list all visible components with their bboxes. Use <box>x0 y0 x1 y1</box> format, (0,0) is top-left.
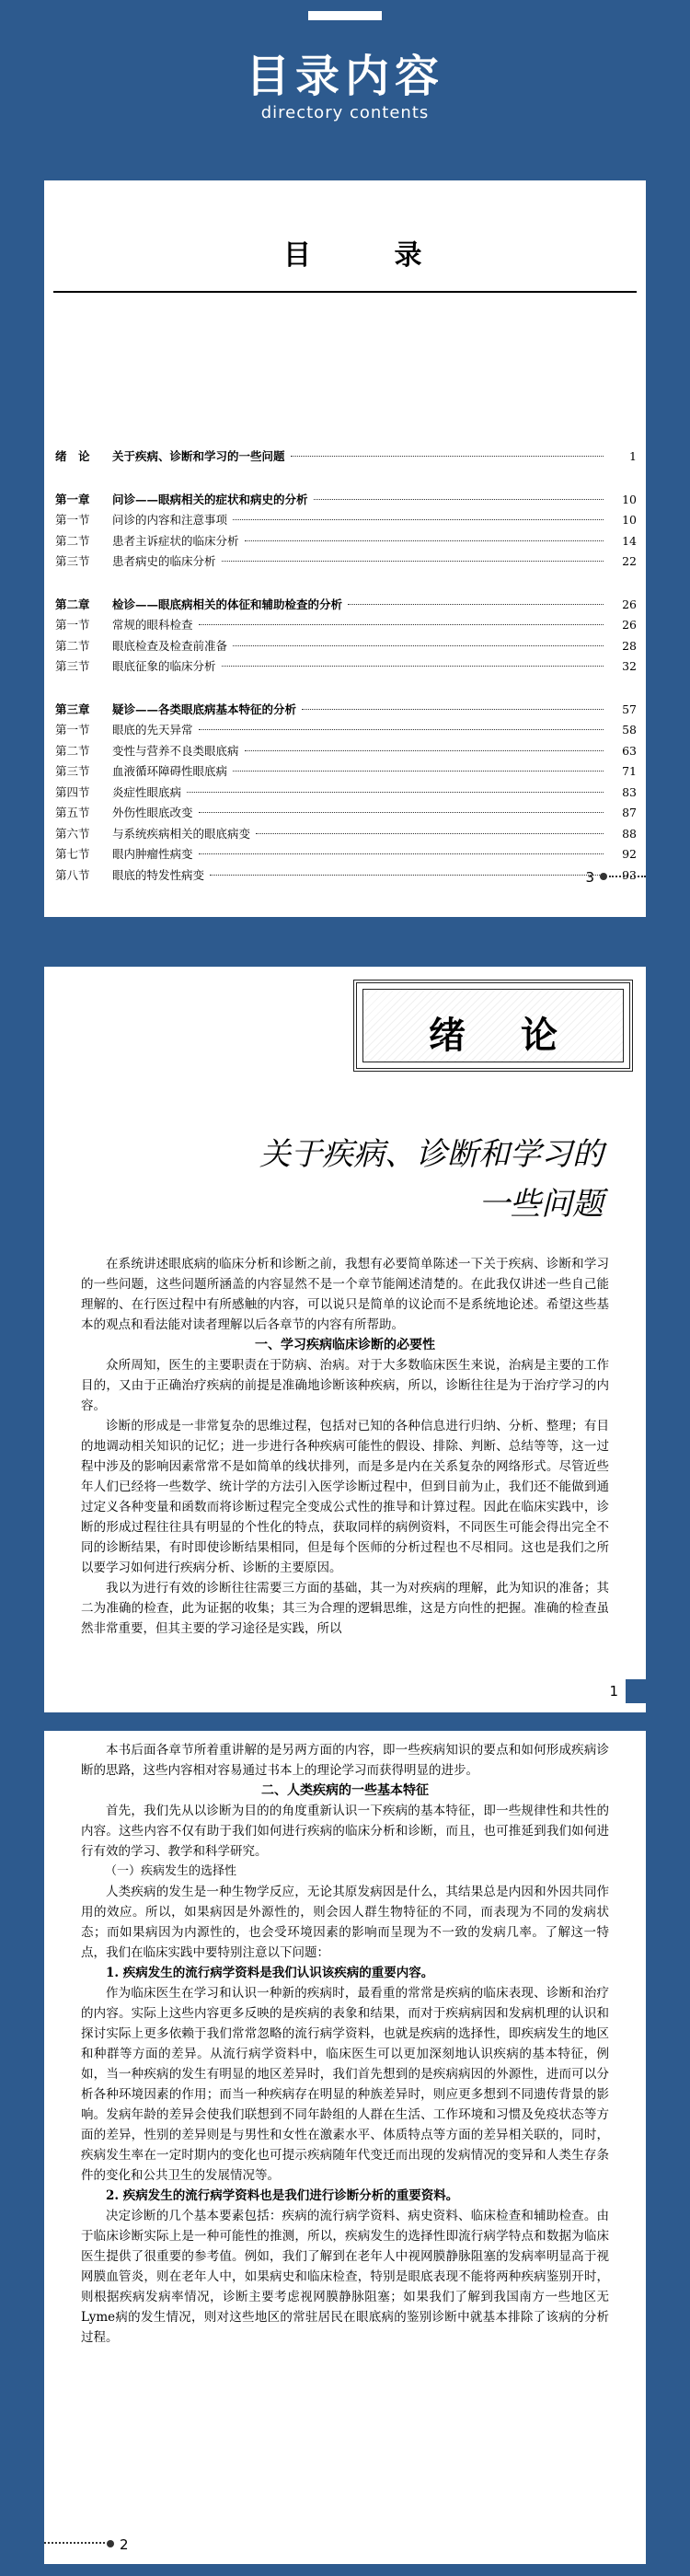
toc-leader-dots <box>199 729 604 730</box>
toc-entry[interactable] <box>55 657 637 679</box>
toc-entry-number: 第三节 <box>55 764 90 778</box>
body-paragraph: 诊断的形成是一非常复杂的思维过程，包括对已知的各种信息进行归纳、分析、整理；有目的地调动相关知识的记忆；进一步进行各种疾病可能性的假设、排除、判断、总结等等，这一过程中涉及的影响因素常常不是如简单的线状排列，而是多是内在关系复杂的网络形式。尽管近些年人们已经将一些数学、统计学的方法引入医学诊断过程中，但到目前为止，我们还不能做到通过定义各种变量和函数而将诊断过程完全变成公式性的推导和计算过程。因此在临床实践中，诊断的形成过程往往具有明显的个性化的特点，获取同样的病例资料，不同医生可能会得出完全不同的诊断结果，有时即使诊断结果相同，但是每个医师的分析过程也不尽相同。这也是我们之所以要学习如何进行疾病分析、诊断的主要原因。 <box>81 1419 609 1575</box>
toc-entry[interactable] <box>55 552 637 574</box>
toc-entry[interactable] <box>55 825 637 846</box>
toc-entry-page: 22 <box>622 554 637 568</box>
toc-leader-dots <box>233 645 604 646</box>
toc-entry-title: 关于疾病、诊断和学习的一些问题 <box>112 449 285 463</box>
toc-entry-page: 71 <box>622 764 637 778</box>
toc-list <box>55 447 637 887</box>
toc-leader-dots <box>199 853 604 854</box>
toc-entry[interactable] <box>55 596 637 617</box>
toc-entry-number: 第八节 <box>55 867 90 882</box>
toc-entry-title: 问诊——眼病相关的症状和病史的分析 <box>112 492 308 506</box>
page-number-tab <box>626 1679 646 1703</box>
toc-leader-dots <box>314 499 604 500</box>
toc-entry[interactable] <box>55 742 637 763</box>
page-number-rule <box>44 2542 105 2544</box>
toc-entry-number: 第三节 <box>55 554 90 568</box>
body-paragraph: 本书后面各章节所着重讲解的是另两方面的内容，即一些疾病知识的要点和如何形成疾病诊断的思路，这些内容相对容易通过书本上的理论学习而获得明显的进步。 <box>81 1743 609 1778</box>
toc-leader-dots <box>187 792 604 793</box>
toc-entry-number: 第三章 <box>55 702 90 716</box>
toc-gap <box>55 574 637 596</box>
toc-entry-page: 92 <box>622 847 637 861</box>
toc-entry-title: 疑诊——各类眼底病基本特征的分析 <box>112 702 297 716</box>
toc-entry-title: 炎症性眼底病 <box>112 784 182 799</box>
toc-entry-title: 眼内肿瘤性病变 <box>112 847 193 861</box>
toc-entry-title: 常规的眼科检查 <box>112 618 193 632</box>
toc-leader-dots <box>199 812 604 813</box>
toc-rule <box>53 291 637 293</box>
body-paragraph: 作为临床医生在学习和认识一种新的疾病时，最看重的常常是疾病的临床表现、诊断和治疗的内容。实际上这些内容更多反映的是疾病的表象和结果，而对于疾病病因和发病机理的认识和探讨实际上更多依赖于我们常常忽略的流行病学资料，也就是疾病的选择性，即疾病发生的地区和种群等方面的差异。从流行病学资料中，临床医生可以更加深刻地认识疾病的基本特征，例如，当一种疾病的发生有明显的地区差异时，我们首先想到的是疾病病因的外源性，进而可以分析各种环境因素的作用；而当一种疾病存在明显的种族差异时，则应更多想到不同遗传背景的影响。发病年龄的差异会使我们联想到不同年龄组的人群在生活、工作环境和习惯及免疫状态等方面的差异，性别的差异则是与男性和女性在激素水平、体质特点等方面的差异相关联的，同时，疾病发生率在一定时期内的变化也可提示疾病随年代变迁而出现的发病情况的变异和人类生存条件的变化和公共卫生的发展情况等。 <box>81 1986 609 2183</box>
toc-entry-number: 第四节 <box>55 784 90 799</box>
intro-page <box>44 967 646 1712</box>
toc-entry-title: 眼底检查及检查前准备 <box>112 638 228 653</box>
body-paragraph: 我以为进行有效的诊断往往需要三方面的基础，其一为对疾病的理解，此为知识的准备；其二为准确的检查，此为证据的收集；其三为合理的逻辑思维，这是方向性的把握。准确的检查虽然非常重要，但其主要的学习途径是实践，所以 <box>81 1581 609 1636</box>
toc-title: 目 录 <box>283 239 459 272</box>
toc-leader-dots <box>245 750 604 751</box>
toc-leader-dots <box>348 604 604 605</box>
page-number-dot <box>600 873 607 880</box>
body-paragraph: 人类疾病的发生是一种生物学反应，无论其原发病因是什么，其结果总是内因和外因共同作用的效应。所以，如果病因是外源性的，则会因人群生物特征的不同，而表现为不同的发病状态；而如果病因为内源性的，也会受环境因素的影响而呈现为不一致的发病几率。了解这一特点，我们在临床实践中要特别注意以下问题： <box>81 1885 609 1960</box>
toc-entry-number: 第三节 <box>55 659 90 673</box>
toc-entry-page: 93 <box>622 867 637 882</box>
toc-entry-number: 第二节 <box>55 743 90 758</box>
banner-subtitle: directory contents <box>260 103 430 122</box>
toc-entry[interactable] <box>55 701 637 722</box>
toc-entry-page: 14 <box>622 533 637 548</box>
chapter-heading-line1: 关于疾病、诊断和学习的 <box>259 1136 604 1173</box>
toc-entry-title: 问诊的内容和注意事项 <box>112 513 228 527</box>
body-paragraph: 决定诊断的几个基本要素包括：疾病的流行病学资料、病史资料、临床检查和辅助检查。由于临床诊断实际上是一种可能性的推测，所以，疾病发生的选择性即流行病学特点和数据为临床医生提供了很重要的参考值。例如，我们了解到在老年人中视网膜静脉阻塞的发病率明显高于视网膜血管炎，则在老年人中，如果病史和临床检查，特别是眼底表现不能将两种疾病鉴别开时，则根据疾病发病率情况，诊断主要考虑视网膜静脉阻塞；如果我们了解到我国南方一些地区无Lyme病的发生情况，则对这些地区的常驻居民在眼底病的鉴别诊断中就基本排除了该病的分析过程。 <box>81 2209 609 2345</box>
toc-leader-dots <box>256 833 604 834</box>
toc-entry-title: 眼底的特发性病变 <box>112 867 205 882</box>
page-number: 3 <box>585 869 594 886</box>
page-number-rule <box>609 876 646 877</box>
toc-entry-title: 与系统疾病相关的眼底病变 <box>112 826 251 841</box>
toc-entry-page: 63 <box>622 743 637 758</box>
toc-entry-number: 第二节 <box>55 638 90 653</box>
toc-entry-page: 57 <box>622 702 637 716</box>
toc-entry-title: 外伤性眼底改变 <box>112 806 193 819</box>
toc-leader-dots <box>302 709 604 710</box>
toc-page <box>44 180 646 917</box>
page-number: 2 <box>120 2536 129 2553</box>
toc-entry-number: 第一章 <box>55 492 90 506</box>
toc-entry-page: 1 <box>629 449 637 463</box>
toc-entry-number: 第一节 <box>55 513 90 527</box>
toc-leader-dots <box>245 540 604 541</box>
toc-entry-page: 83 <box>622 784 637 799</box>
toc-entry-title: 变性与营养不良类眼底病 <box>112 743 239 758</box>
point-heading: 2. 疾病发生的流行病学资料也是我们进行诊断分析的重要资料。 <box>106 2188 459 2203</box>
toc-entry-title: 检诊——眼底病相关的体征和辅助检查的分析 <box>112 597 343 611</box>
toc-leader-dots <box>199 624 604 625</box>
body-paragraph: 众所周知，医生的主要职责在于防病、治病。对于大多数临床医生来说，治病是主要的工作目的，又由于正确治疗疾病的前提是准确地诊断该种疾病，所以，诊断往往是为于治疗学习的内容。 <box>81 1358 609 1413</box>
toc-leader-dots <box>291 456 604 457</box>
body-paragraph: 首先，我们先从以诊断为目的的角度重新认识一下疾病的基本特征，即一些规律性和共性的内容。这些内容不仅有助于我们如何进行疾病的临床分析和诊断，而且，也可推延到我们如何进行有效的学习、教学和科学研究。 <box>81 1804 609 1859</box>
top-decor-bar <box>308 11 382 20</box>
toc-entry-title: 患者主诉症状的临床分析 <box>112 533 239 548</box>
toc-entry-page: 26 <box>622 618 637 632</box>
chapter-heading-line2: 一些问题 <box>478 1186 604 1223</box>
toc-leader-dots <box>210 875 604 876</box>
toc-entry[interactable] <box>55 511 637 532</box>
toc-entry[interactable] <box>55 721 637 742</box>
toc-entry[interactable] <box>55 783 637 805</box>
toc-entry-page: 88 <box>622 826 637 841</box>
toc-entry-number: 第六节 <box>55 826 90 841</box>
toc-entry-page: 10 <box>622 513 637 527</box>
content-body <box>81 1740 609 2348</box>
intro-body <box>81 1254 609 1639</box>
toc-entry[interactable] <box>55 804 637 825</box>
toc-entry-title: 患者病史的临床分析 <box>112 554 216 568</box>
content-page <box>44 1731 646 2564</box>
toc-entry[interactable] <box>55 866 637 888</box>
toc-entry-number: 第七节 <box>55 847 90 861</box>
toc-entry-number: 绪 论 <box>55 449 90 463</box>
toc-entry-number: 第二章 <box>55 597 90 611</box>
toc-entry-page: 32 <box>622 659 637 673</box>
toc-entry-number: 第一节 <box>55 723 90 737</box>
toc-gap <box>55 679 637 701</box>
toc-leader-dots <box>222 666 604 667</box>
point-heading: 1. 疾病发生的流行病学资料是我们认识该疾病的重要内容。 <box>106 1966 434 1980</box>
toc-leader-dots <box>233 771 604 772</box>
page-number: 1 <box>609 1683 618 1700</box>
toc-entry-page: 26 <box>622 597 637 611</box>
section-heading: 二、人类疾病的一些基本特征 <box>261 1783 429 1798</box>
section-heading: 一、学习疾病临床诊断的必要性 <box>255 1338 435 1352</box>
toc-entry-number: 第二节 <box>55 533 90 548</box>
page-number-dot <box>107 2540 114 2547</box>
toc-entry-title: 眼底征象的临床分析 <box>112 659 216 673</box>
toc-entry-page: 58 <box>622 723 637 737</box>
toc-entry[interactable] <box>55 845 637 866</box>
toc-leader-dots <box>222 561 604 562</box>
toc-entry[interactable] <box>55 616 637 637</box>
subsection-heading: （一）疾病发生的选择性 <box>105 1864 237 1878</box>
toc-entry[interactable] <box>55 447 637 469</box>
toc-leader-dots <box>233 519 604 520</box>
toc-entry[interactable] <box>55 532 637 553</box>
toc-gap <box>55 469 637 491</box>
chapter-label: 绪论 <box>429 1014 613 1057</box>
intro-paragraph: 在系统讲述眼底病的临床分析和诊断之前，我想有必要简单陈述一下关于疾病、诊断和学习的一些问题，这些问题所涵盖的内容显然不是一个章节能阐述清楚的。在此我仅讲述一些自己能理解的、在行医过程中有所感触的内容，可以说只是简单的议论而不是系统地论述。希望这些基本的观点和看法能对读者理解以后各章节的内容有所帮助。 <box>81 1257 609 1332</box>
toc-entry[interactable] <box>55 491 637 512</box>
chapter-label-box <box>353 980 633 1072</box>
banner-title: 目录内容 <box>245 51 444 102</box>
toc-entry-page: 87 <box>622 806 637 819</box>
toc-entry-title: 血液循环障碍性眼底病 <box>112 764 228 778</box>
toc-entry-page: 28 <box>622 638 637 653</box>
toc-entry[interactable] <box>55 637 637 658</box>
toc-entry-number: 第一节 <box>55 618 90 632</box>
toc-entry-page: 10 <box>622 492 637 506</box>
toc-entry-title: 眼底的先天异常 <box>112 723 193 737</box>
toc-entry-number: 第五节 <box>55 806 90 819</box>
toc-entry[interactable] <box>55 762 637 783</box>
